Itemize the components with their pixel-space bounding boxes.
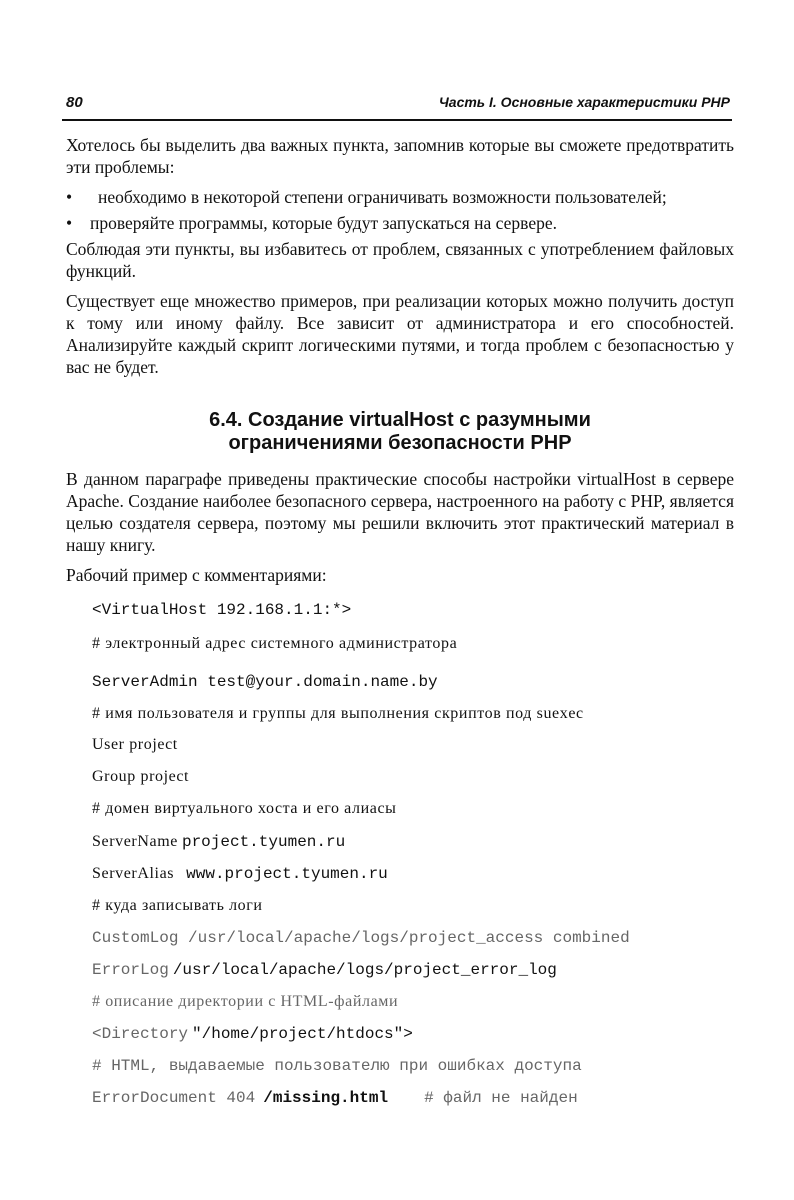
- section-title-line: 6.4. Создание virtualHost с разумными: [209, 409, 591, 431]
- code-line: [92, 1024, 772, 1044]
- code-comment: # имя пользователя и группы для выполнения скриптов под suexec: [92, 705, 584, 722]
- code-line: Group project: [92, 768, 190, 785]
- code-line: User project: [92, 736, 178, 753]
- code-comment: # файл не найден: [424, 1089, 578, 1107]
- code-line: CustomLog /usr/local/apache/logs/project_access combined: [92, 929, 630, 947]
- code-value: project.tyumen.ru: [181, 833, 346, 851]
- code-line: [92, 1088, 772, 1108]
- page-number: 80: [66, 94, 83, 111]
- bullet-text: проверяйте программы, которые будут запускаться на сервере.: [90, 213, 558, 233]
- paragraph: Существует еще множество примеров, при реализации которых можно получить доступ к тому или иному файлу. Все зависит от администратора и его способностей. Анализируйте каждый скрипт логическими путями, и тогда проблем с безопасностью у вас не будет.: [66, 291, 734, 377]
- code-comment: # электронный адрес системного администратора: [92, 635, 458, 652]
- section-title: [100, 409, 700, 455]
- bullet-text: необходимо в некоторой степени ограничивать возможности пользователей;: [98, 187, 667, 207]
- code-line: [92, 960, 772, 980]
- section-title-line: ограничениями безопасности PHP: [228, 432, 572, 454]
- code-keyword: ErrorLog: [92, 961, 169, 979]
- code-keyword: ErrorDocument 404: [92, 1089, 256, 1107]
- code-keyword: ServerName: [92, 833, 178, 850]
- code-value: /missing.html: [263, 1089, 389, 1107]
- running-header: [62, 94, 730, 118]
- header-rule: [62, 119, 732, 121]
- bullet-icon: •: [66, 213, 73, 233]
- paragraph: В данном параграфе приведены практические способы настройки virtualHost в сервере Apache. Создание наиболее безопасного сервера, настроенного на работу с PHP, является целью создателя сервера, поэтому мы решили включить этот практический материал в нашу книгу.: [66, 469, 734, 555]
- code-keyword: ServerAlias: [92, 865, 175, 882]
- code-keyword: <Directory: [92, 1025, 189, 1043]
- code-line: [92, 832, 772, 852]
- code-line: [92, 864, 772, 884]
- code-line: <VirtualHost 192.168.1.1:*>: [92, 601, 352, 619]
- code-value: "/home/project/htdocs">: [192, 1025, 413, 1043]
- code-line: ServerAdmin test@your.domain.name.by: [92, 673, 438, 691]
- bullet-icon: •: [66, 187, 73, 207]
- code-comment: # HTML, выдаваемые пользователю при ошибках доступа: [92, 1057, 582, 1075]
- running-title: Часть I. Основные характеристики PHP: [438, 94, 730, 110]
- paragraph: Соблюдая эти пункты, вы избавитесь от проблем, связанных с употреблением файловых функций.: [66, 239, 734, 281]
- code-value: www.project.tyumen.ru: [186, 865, 388, 883]
- code-comment: # описание директории с HTML-файлами: [92, 993, 399, 1010]
- paragraph: Рабочий пример с комментариями:: [66, 565, 327, 585]
- code-comment: # домен виртуального хоста и его алиасы: [92, 800, 397, 817]
- intro-paragraph: Хотелось бы выделить два важных пункта, запомнив которые вы сможете предотвратить эти проблемы:: [66, 135, 734, 177]
- code-value: /usr/local/apache/logs/project_error_log: [172, 961, 557, 979]
- code-comment: # куда записывать логи: [92, 897, 263, 914]
